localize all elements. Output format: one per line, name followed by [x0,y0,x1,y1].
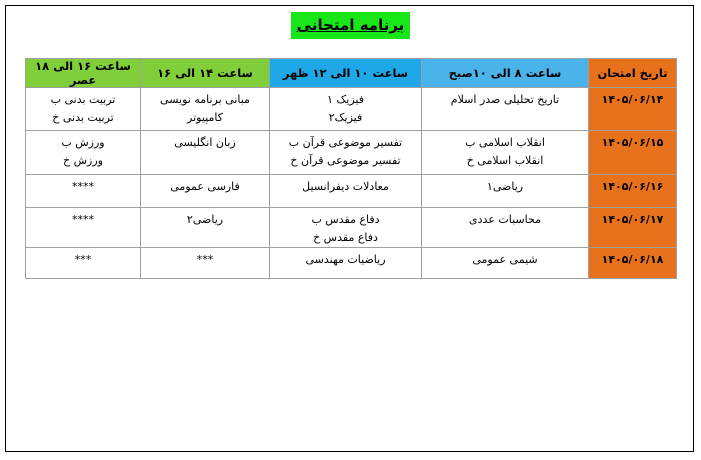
exam-cell-slot2 [270,131,422,175]
exam-cell-slot3 [141,248,270,279]
exam-cell-slot2 [270,88,422,131]
exam-cell-slot3 [141,208,270,248]
course-name: انقلاب اسلامی خ [466,154,544,167]
course-name: *** [196,253,214,266]
course-name: انقلاب اسلامی ب [465,136,545,149]
exam-cell-slot4 [26,88,141,131]
course-name: تربیت بدنی ب [50,93,116,106]
course-name: محاسبات عددی [469,213,541,226]
course-name: دفاع مقدس خ [313,231,378,244]
exam-date-cell: ۱۴۰۵/۰۶/۱۷ [589,208,677,248]
course-name: زبان انگلیسی [174,136,236,149]
header-slot-10-12: ساعت ۱۰ الی ۱۲ ظهر [270,59,422,88]
header-slot-14-16: ساعت ۱۴ الی ۱۶ [141,59,270,88]
header-date: تاریخ امتحان [589,59,677,88]
exam-cell-slot1 [422,131,589,175]
course-name: ریاضی۲ [186,213,224,226]
exam-cell-slot1 [422,208,589,248]
exam-cell-slot1 [422,88,589,131]
table-row [26,131,677,175]
course-name: ورزش ب [61,136,105,149]
exam-date-cell: ۱۴۰۵/۰۶/۱۴ [589,88,677,131]
header-slot-8-10: ساعت ۸ الی ۱۰صبح [422,59,589,88]
course-name: **** [72,213,94,226]
course-name: تاریخ تحلیلی صدر اسلام [450,93,560,106]
header-slot-16-18: ساعت ۱۶ الی ۱۸ عصر [26,59,141,88]
course-name: تربیت بدنی خ [52,111,114,124]
exam-date-cell: ۱۴۰۵/۰۶/۱۸ [589,248,677,279]
course-name: فیزیک ۱ [327,93,364,106]
exam-cell-slot4 [26,131,141,175]
exam-cell-slot4 [26,175,141,208]
course-name: مبانی برنامه نویسی کامپیوتر [160,93,250,124]
course-name: ریاضیات مهندسی [305,253,386,266]
course-name: فیزیک۲ [328,111,363,124]
exam-cell-slot3 [141,131,270,175]
page-title: برنامه امتحانی [291,12,411,39]
header-row [26,59,677,88]
course-name: فارسی عمومی [170,180,240,193]
course-name: ورزش خ [63,154,103,167]
exam-schedule-table [25,58,677,279]
table-row [26,248,677,279]
table-row [26,88,677,131]
table-row [26,208,677,248]
table-body [26,88,677,279]
course-name: *** [74,253,92,266]
title-container [0,12,701,39]
course-name: معادلات دیفرانسیل [302,180,389,193]
table-row [26,175,677,208]
course-name: ریاضی۱ [486,180,524,193]
exam-date-cell: ۱۴۰۵/۰۶/۱۵ [589,131,677,175]
exam-cell-slot4 [26,208,141,248]
exam-cell-slot3 [141,88,270,131]
exam-cell-slot1 [422,175,589,208]
exam-cell-slot2 [270,175,422,208]
exam-cell-slot3 [141,175,270,208]
exam-cell-slot2 [270,208,422,248]
exam-cell-slot4 [26,248,141,279]
course-name: تفسیر موضوعی قرآن خ [290,154,401,167]
course-name: **** [72,180,94,193]
course-name: شیمی عمومی [472,253,538,266]
course-name: تفسیر موضوعی قرآن ب [288,136,403,149]
course-name: دفاع مقدس ب [311,213,380,226]
exam-cell-slot2 [270,248,422,279]
exam-cell-slot1 [422,248,589,279]
exam-date-cell: ۱۴۰۵/۰۶/۱۶ [589,175,677,208]
